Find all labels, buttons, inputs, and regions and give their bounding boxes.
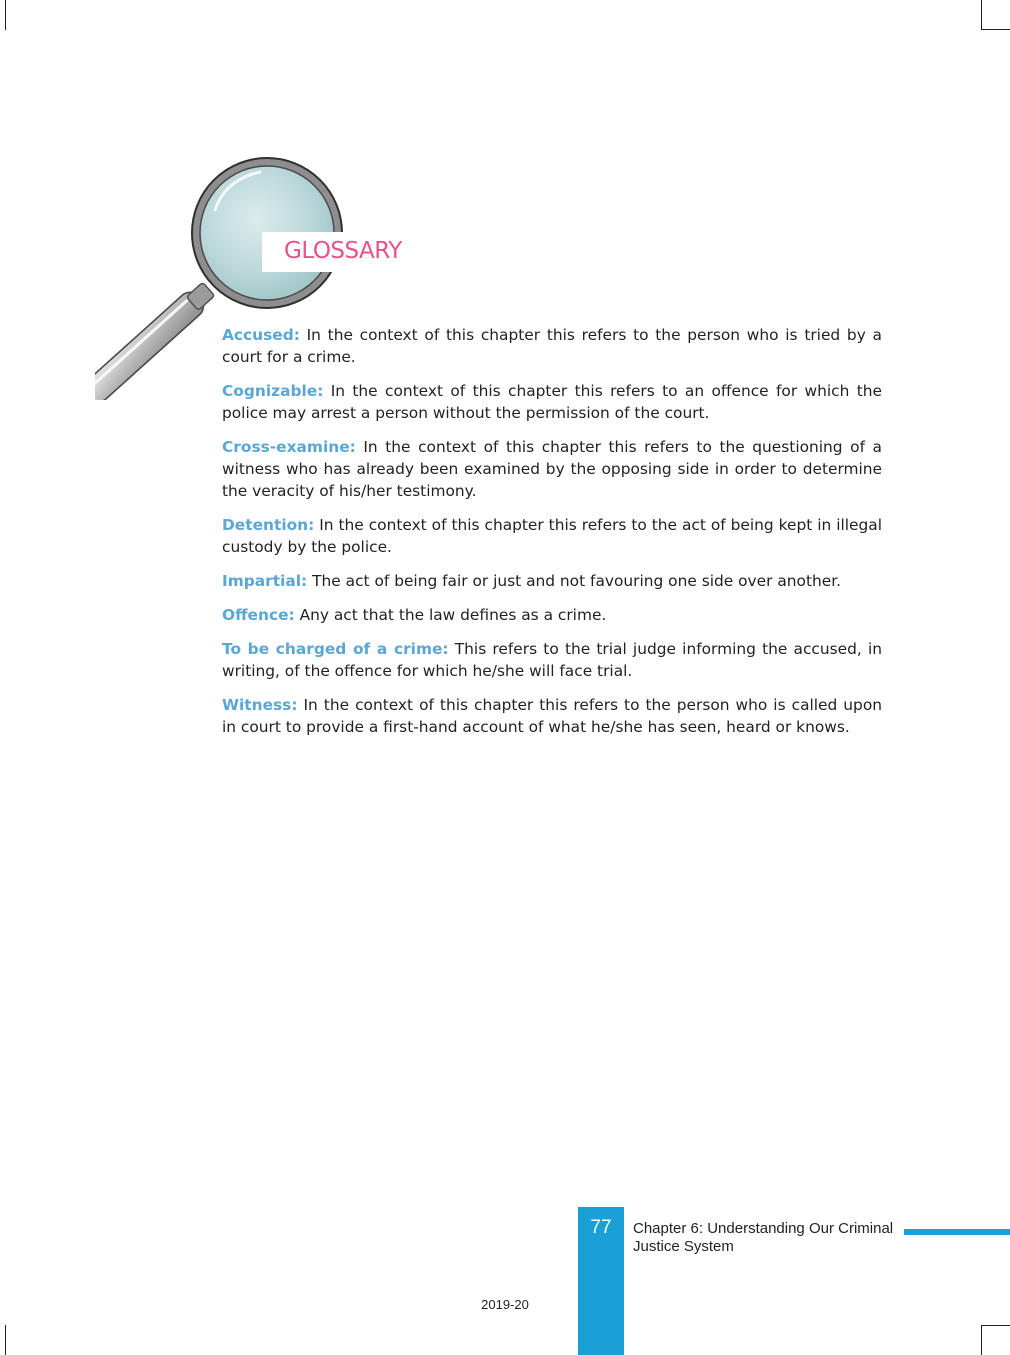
glossary-term: Cross-examine: xyxy=(222,438,356,456)
glossary-definition: The act of being fair or just and not favouring one side over another. xyxy=(312,572,842,590)
glossary-entry xyxy=(222,436,882,502)
glossary-title: GLOSSARY xyxy=(284,238,402,264)
glossary-entry xyxy=(222,694,882,738)
glossary-definition: In the context of this chapter this refers to the person who is tried by a court for a crime. xyxy=(222,326,882,366)
glossary-definition: In the context of this chapter this refers to an offence for which the police may arrest a person without the permission of the court. xyxy=(222,382,882,422)
glossary-definition: This refers to the trial judge informing the accused, in writing, of the offence for which he/she will face trial. xyxy=(222,640,882,680)
glossary-term: Detention: xyxy=(222,516,315,534)
glossary-term: Witness: xyxy=(222,696,298,714)
glossary-entry xyxy=(222,570,882,592)
glossary-term: Accused: xyxy=(222,326,300,344)
glossary-entry xyxy=(222,380,882,424)
chapter-title: Chapter 6: Understanding Our Criminal Justice System xyxy=(633,1220,894,1255)
crop-mark-bottom-right-h xyxy=(981,1325,1010,1326)
crop-mark-bottom-left xyxy=(5,1325,6,1355)
glossary-entry xyxy=(222,514,882,558)
glossary-definition: In the context of this chapter this refers to the person who is called upon in court to provide a first-hand account of what he/she has seen, heard or knows. xyxy=(222,696,882,736)
glossary-entry xyxy=(222,324,882,368)
glossary-entry xyxy=(222,638,882,682)
crop-mark-top-right-h xyxy=(981,29,1010,30)
glossary-definition: In the context of this chapter this refers to the questioning of a witness who has already been examined by the opposing side in order to determine the veracity of his/her testimony. xyxy=(222,438,882,500)
glossary-term: To be charged of a crime: xyxy=(222,640,449,658)
glossary-entry xyxy=(222,604,882,626)
chapter-rule xyxy=(904,1229,1010,1235)
crop-mark-top-right-v xyxy=(981,0,982,30)
glossary-definition: In the context of this chapter this refers to the act of being kept in illegal custody by the police. xyxy=(222,516,882,556)
glossary-list xyxy=(222,324,882,750)
edition-year: 2019-20 xyxy=(481,1297,529,1312)
glossary-term: Offence: xyxy=(222,606,295,624)
crop-mark-top-left xyxy=(5,0,6,30)
glossary-definition: Any act that the law defines as a crime. xyxy=(299,606,607,624)
crop-mark-bottom-right-v xyxy=(981,1325,982,1355)
glossary-term: Impartial: xyxy=(222,572,308,590)
page-number: 77 xyxy=(590,1217,612,1238)
page-number-tab xyxy=(578,1207,624,1355)
glossary-term: Cognizable: xyxy=(222,382,324,400)
glossary-banner xyxy=(262,232,412,272)
